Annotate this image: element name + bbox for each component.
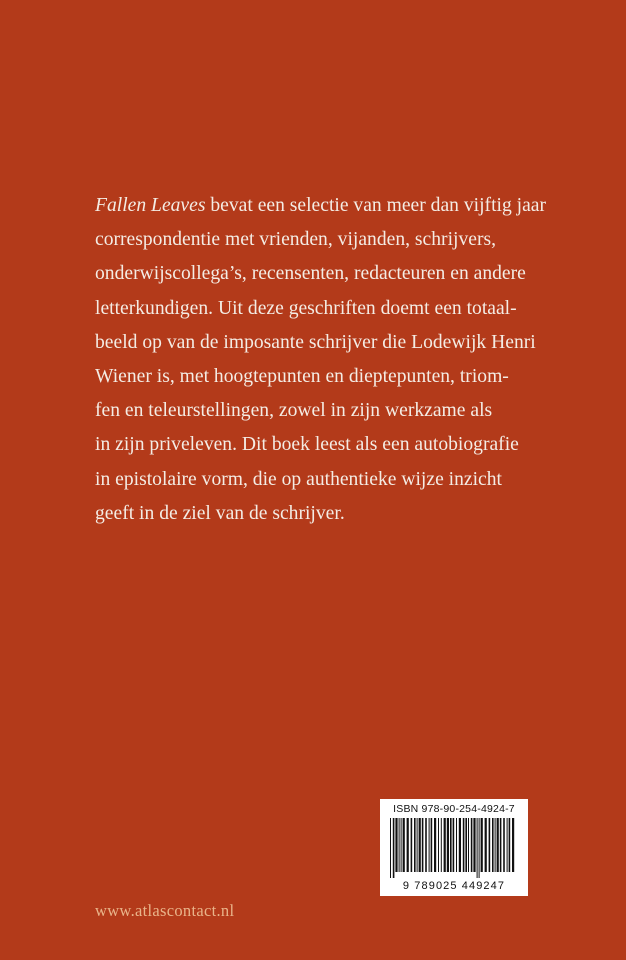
barcode-digits: 9 789025 449247 [402,880,506,892]
barcode-bar [485,818,487,872]
blurb-text [95,189,565,531]
barcode-bar [393,818,395,878]
barcode-bar [509,818,511,872]
blurb-line: fen en teleurstellingen, zowel in zijn werkzame als [95,400,493,422]
blurb-line: in zijn priveleven. Dit boek leest als een autobiografie [95,434,519,456]
barcode-bars [388,818,520,878]
barcode-bar [441,818,442,872]
barcode-bar [450,818,452,872]
barcode-bar [401,818,402,872]
barcode-bar [507,818,508,872]
barcode-bar [473,818,475,872]
barcode-bar [468,818,469,872]
blurb-line: Wiener is, met hoogtepunten en dieptepunten, triom- [95,366,509,388]
barcode-bar [465,818,467,872]
blurb-line [95,189,565,223]
barcode-bar [497,818,499,872]
barcode-bar [422,818,424,872]
barcode-bar [417,818,418,872]
barcode-bar [456,818,457,872]
barcode-bar [399,818,400,872]
barcode-bar [492,818,494,872]
blurb-line: onderwijscollega’s, recensenten, redacteuren en andere [95,263,526,285]
barcode-bar [503,818,505,872]
barcode-bar [438,818,439,872]
barcode-bar [500,818,502,872]
barcode-bar [434,818,436,872]
barcode-bar [419,818,421,872]
barcode-bar [453,818,455,872]
barcode-bar [390,818,391,878]
barcode-bar [414,818,416,872]
barcode-bar [459,818,461,872]
barcode-bar [444,818,446,872]
blurb-line: in epistolaire vorm, die op authentieke wijze inzicht [95,468,502,490]
barcode-bar [407,818,409,872]
barcode-bar [447,818,449,872]
isbn-label: ISBN 978-90-254-4924-7 [393,803,515,815]
barcode-bar [411,818,413,872]
barcode-bar [463,818,465,872]
barcode-bar [481,818,483,872]
blurb-first-line-rest: bevat een selectie van meer dan vijftig jaar [205,195,547,216]
barcode-bar [479,818,480,878]
barcode-bar [429,818,430,872]
publisher-website: www.atlascontact.nl [95,901,235,920]
barcode-bar [471,818,473,872]
blurb-line: beeld op van de imposante schrijver die Lodewijk Henri [95,331,536,353]
barcode-bar [489,818,491,872]
barcode-bar [495,818,496,872]
barcode-bar [477,818,478,878]
book-title: Fallen Leaves [95,195,206,216]
barcode-bar [395,818,397,872]
blurb-line: geeft in de ziel van de schrijver. [95,502,345,524]
isbn-barcode [380,799,528,896]
barcode-bar [425,818,427,872]
barcode-bar [403,818,405,872]
blurb-line: letterkundigen. Uit deze geschriften doemt een totaal- [95,297,517,319]
barcode-bar [512,818,514,872]
blurb-line: correspondentie met vrienden, vijanden, schrijvers, [95,229,496,251]
barcode-bar [431,818,433,872]
